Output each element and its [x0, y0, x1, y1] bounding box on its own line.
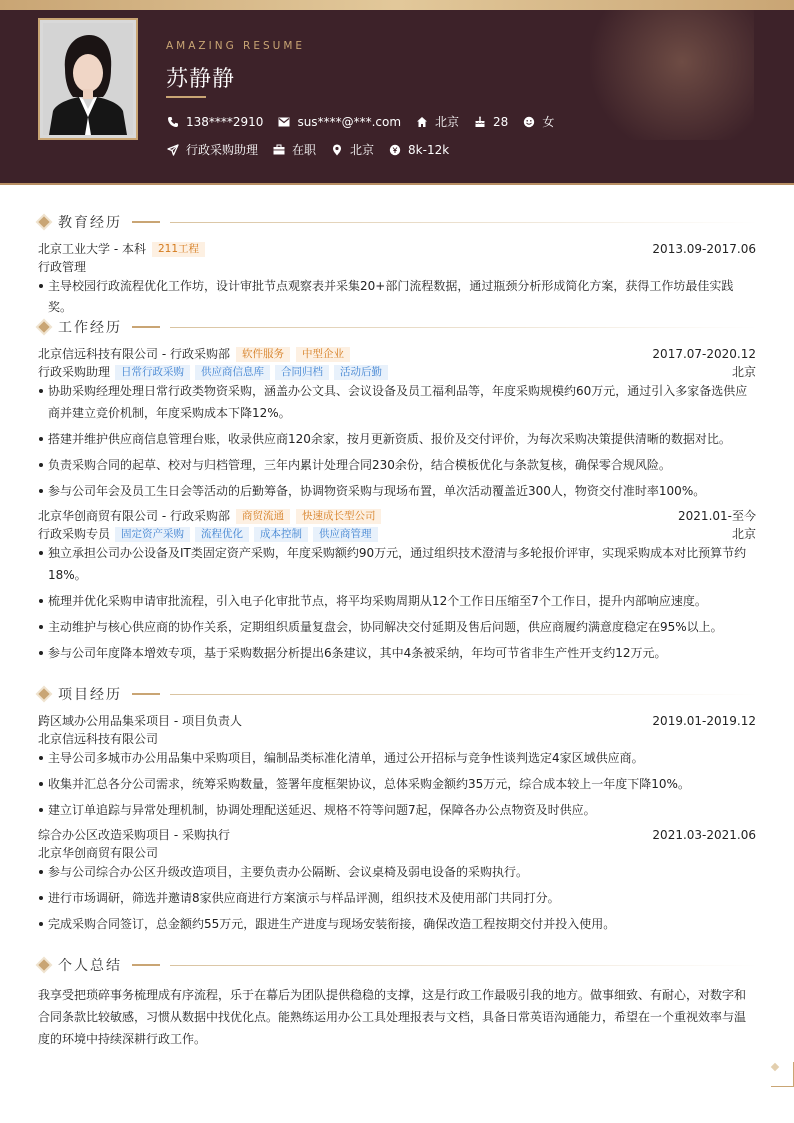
work-city: 北京	[731, 527, 756, 541]
diamond-icon	[38, 216, 49, 227]
section-dash	[132, 221, 160, 223]
city-item	[330, 141, 374, 158]
send-icon	[166, 143, 180, 157]
list-item: 参与公司年度降本增效专项，基于采购数据分析提出6条建议，其中4条被采纳，年均可节省非生产性开支约12万元。	[38, 643, 756, 664]
contact-info-row	[166, 113, 568, 130]
list-item: 收集并汇总各分公司需求，统筹采购数量，签署年度框架协议，总体采购金额约35万元，综合成本较上一年度下降10%。	[38, 774, 756, 795]
list-item-continuation	[38, 565, 756, 586]
profile-photo-frame	[38, 18, 138, 140]
cake-icon	[473, 115, 487, 129]
education-major-row	[38, 259, 756, 275]
project-section-title	[38, 684, 758, 704]
section-divider	[170, 222, 758, 223]
age-item	[473, 115, 508, 129]
position-item	[166, 141, 258, 158]
status-item	[272, 141, 316, 158]
section-heading: 工作经历	[58, 320, 122, 336]
continuation-text: 商并建立竞价机制，年度采购成本下降12%。	[48, 406, 291, 420]
email-item	[277, 115, 401, 129]
list-item: 完成采购合同签订，总金额约55万元，跟进生产进度与现场安装衔接，确保改造工程按期交付并投入使用。	[38, 914, 756, 935]
list-item: 梳理并优化采购申请审批流程，引入电子化审批节点，将平均采购周期从12个工作日压缩至7个工作日，提升内部响应速度。	[38, 591, 756, 612]
section-heading: 个人总结	[58, 958, 122, 974]
list-item: 建立订单追踪与异常处理机制，协调处理配送延迟、规格不符等问题7起，保障各办公点物资及时供应。	[38, 800, 756, 821]
job-intent-row	[166, 141, 463, 158]
header-glow	[574, 10, 754, 140]
smile-icon	[522, 115, 536, 129]
summary-text: 我享受把琐碎事务梳理成有序流程，乐于在幕后为团队提供稳稳的支撑，这是行政工作最吸引我的地方。做事细致、有耐心，对数字和合同条款比较敏感，习惯从数据中找优化点。能熟练运用办公工具处理报表与文档，具备日常英语沟通能力，希望在一个重视效率与温度的环境中持续深耕行政工作。	[38, 988, 747, 1046]
money-icon	[388, 143, 402, 157]
work-section-title	[38, 317, 758, 337]
age-text: 28	[493, 114, 509, 129]
work-city: 北京	[731, 365, 756, 379]
section-dash	[132, 326, 160, 328]
school-name: 北京工业大学 - 本科	[38, 242, 146, 256]
section-dash	[132, 693, 160, 695]
role-name: 行政采购助理	[38, 365, 111, 379]
position-text: 行政采购助理	[186, 143, 259, 157]
section-divider	[170, 327, 758, 328]
phone-item	[166, 115, 263, 129]
work-period: 2017.07-2020.12	[652, 347, 756, 361]
section-dash	[132, 964, 160, 966]
education-major: 行政管理	[38, 260, 87, 274]
company-tag: 软件服务	[236, 347, 290, 362]
phone-text: 138****2910	[186, 114, 264, 129]
salary-text: 8k-12k	[408, 142, 450, 157]
list-item: 参与公司综合办公区升级改造项目，主要负责办公隔断、会议桌椅及弱电设备的采购执行。	[38, 862, 756, 883]
list-item: 主动维护与核心供应商的协作关系，定期组织质量复盘会，协同解决交付延期及售后问题，供应商履约满意度稳定在95%以上。	[38, 617, 756, 638]
project-company-row	[38, 845, 756, 861]
project-title: 综合办公区改造采购项目 - 采购执行	[38, 828, 230, 842]
work-entry-header	[38, 508, 756, 524]
work-period: 2021.01-至今	[678, 509, 756, 523]
profile-photo	[43, 23, 133, 135]
list-item: 进行市场调研，筛选并邀请8家供应商进行方案演示与样品评测，组织技术及使用部门共同打分。	[38, 888, 756, 909]
candidate-name: 苏静静	[166, 67, 236, 92]
project-period: 2019.01-2019.12	[652, 714, 756, 728]
education-period: 2013.09-2017.06	[652, 242, 756, 256]
diamond-icon	[38, 688, 49, 699]
company-tag: 中型企业	[296, 347, 350, 362]
project-company: 北京信远科技有限公司	[38, 732, 159, 746]
project-company-row	[38, 731, 756, 747]
project-entry-header	[38, 713, 756, 729]
list-item: 参与公司年会及员工生日会等活动的后勤筹备，协调物资采购与现场布置，单次活动覆盖近300人，物资交付准时率100%。	[38, 481, 756, 502]
skill-tag: 流程优化	[195, 527, 249, 542]
header-bottom-line	[0, 183, 794, 185]
phone-icon	[166, 115, 180, 129]
city-text: 北京	[350, 143, 375, 157]
company-tag: 商贸流通	[236, 509, 290, 524]
top-accent-bar	[0, 0, 794, 10]
list-item: 负责采购合同的起草、校对与归档管理，三年内累计处理合同230余份，结合模板优化与条款复核，确保零合规风险。	[38, 455, 756, 476]
role-name: 行政采购专员	[38, 527, 111, 541]
list-item: 主导校园行政流程优化工作坊，设计审批节点观察表并采集20+部门流程数据，通过瓶颈分析形成简化方案，获得工作坊最佳实践奖。	[38, 276, 756, 318]
email-text: sus****@***.com	[297, 114, 402, 129]
location-text: 北京	[435, 115, 460, 129]
summary-section-title	[38, 955, 758, 975]
skill-tag: 固定资产采购	[115, 527, 190, 542]
work-role-row	[38, 526, 756, 542]
section-heading: 教育经历	[58, 215, 122, 231]
company-name: 北京华创商贸有限公司 - 行政采购部	[38, 509, 230, 523]
work-entry-header	[38, 346, 756, 362]
education-section-title	[38, 212, 758, 232]
skill-tag: 活动后勤	[334, 365, 388, 380]
company-name: 北京信远科技有限公司 - 行政采购部	[38, 347, 230, 361]
section-divider	[170, 694, 758, 695]
diamond-icon	[38, 959, 49, 970]
skill-tag: 合同归档	[275, 365, 329, 380]
briefcase-icon	[272, 143, 286, 157]
gender-item	[522, 113, 554, 130]
resume-header	[0, 10, 794, 185]
skill-tag: 日常行政采购	[115, 365, 190, 380]
education-entry	[38, 241, 756, 257]
skill-tag: 成本控制	[254, 527, 308, 542]
list-item-continuation	[38, 403, 756, 424]
email-icon	[277, 115, 291, 129]
skill-tag: 供应商信息库	[195, 365, 270, 380]
list-item: 协助采购经理处理日常行政类物资采购，涵盖办公文具、会议设备及员工福利品等，年度采购规模约60万元，通过引入多家备选供应	[38, 381, 756, 402]
name-underline	[166, 96, 206, 98]
work-role-row	[38, 364, 756, 380]
project-period: 2021.03-2021.06	[652, 828, 756, 842]
continuation-text: 18%。	[48, 568, 87, 582]
project-entry-header	[38, 827, 756, 843]
list-item: 搭建并维护供应商信息管理台账，收录供应商120余家，按月更新资质、报价及交付评价，为每次采购决策提供清晰的数据对比。	[38, 429, 756, 450]
gender-text: 女	[542, 115, 555, 129]
resume-tagline: AMAZING RESUME	[166, 40, 306, 52]
school-tag: 211工程	[152, 242, 205, 257]
home-icon	[415, 115, 429, 129]
map-pin-icon	[330, 143, 344, 157]
company-tag: 快速成长型公司	[296, 509, 382, 524]
section-heading: 项目经历	[58, 687, 122, 703]
list-item: 独立承担公司办公设备及IT类固定资产采购，年度采购额约90万元，通过组织技术澄清与多轮报价评审，实现采购成本对比预算节约	[38, 543, 756, 564]
salary-item	[388, 143, 449, 157]
skill-tag: 供应商管理	[313, 527, 378, 542]
project-title: 跨区域办公用品集采项目 - 项目负责人	[38, 714, 242, 728]
section-divider	[170, 965, 758, 966]
project-company: 北京华创商贸有限公司	[38, 846, 159, 860]
location-item	[415, 113, 459, 130]
list-item: 主导公司多城市办公用品集中采购项目，编制品类标准化清单，通过公开招标与竞争性谈判选定4家区域供应商。	[38, 748, 756, 769]
diamond-icon	[38, 321, 49, 332]
status-text: 在职	[292, 143, 317, 157]
